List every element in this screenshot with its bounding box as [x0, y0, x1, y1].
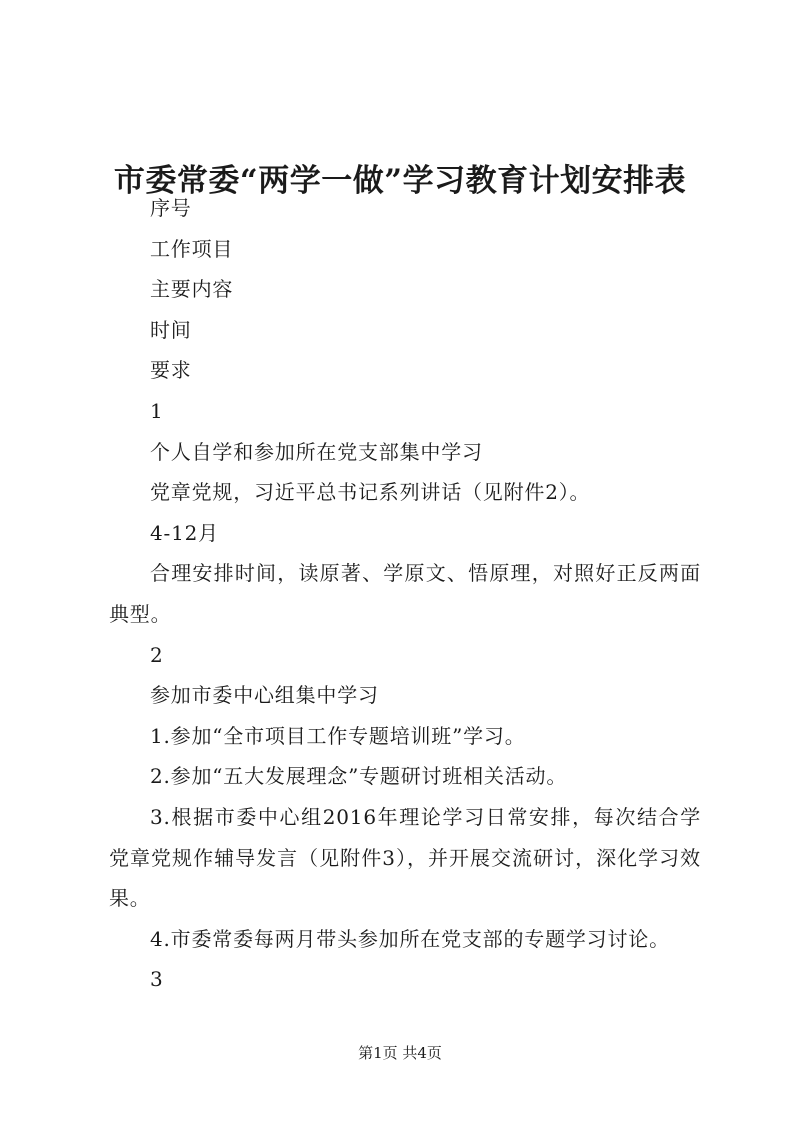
- paragraph: 要求: [150, 358, 192, 383]
- paragraph: 1.参加“全市项目工作专题培训班”学习。: [150, 723, 526, 748]
- paragraph: 4-12月: [150, 520, 219, 545]
- paragraph: 3.根据市委中心组2016年理论学习日常安排，每次结合学党章党规作辅导发言（见附件3），并开展交流研讨，深化学习效果。: [109, 804, 701, 911]
- page-footer: 第1页 共4页: [358, 1044, 442, 1062]
- document-body: [109, 188, 701, 1000]
- paragraph: 4.市委常委每两月带头参加所在党支部的专题学习讨论。: [150, 926, 670, 951]
- paragraph: 工作项目: [150, 236, 234, 261]
- paragraph: 个人自学和参加所在党支部集中学习: [150, 439, 483, 464]
- paragraph: 党章党规，习近平总书记系列讲话（见附件2）。: [150, 480, 591, 505]
- page-title: 市委常委“两学一做”学习教育计划安排表: [113, 162, 687, 199]
- paragraph: 时间: [150, 317, 192, 342]
- paragraph: 2: [150, 642, 164, 667]
- paragraph: 1: [150, 398, 164, 423]
- paragraph: 2.参加“五大发展理念”专题研讨班相关活动。: [150, 764, 568, 789]
- paragraph: 主要内容: [150, 277, 234, 302]
- paragraph: 合理安排时间，读原著、学原文、悟原理，对照好正反两面典型。: [109, 561, 701, 626]
- paragraph: 3: [150, 967, 164, 992]
- paragraph: 参加市委中心组集中学习: [150, 683, 379, 708]
- paragraph: 序号: [150, 196, 192, 220]
